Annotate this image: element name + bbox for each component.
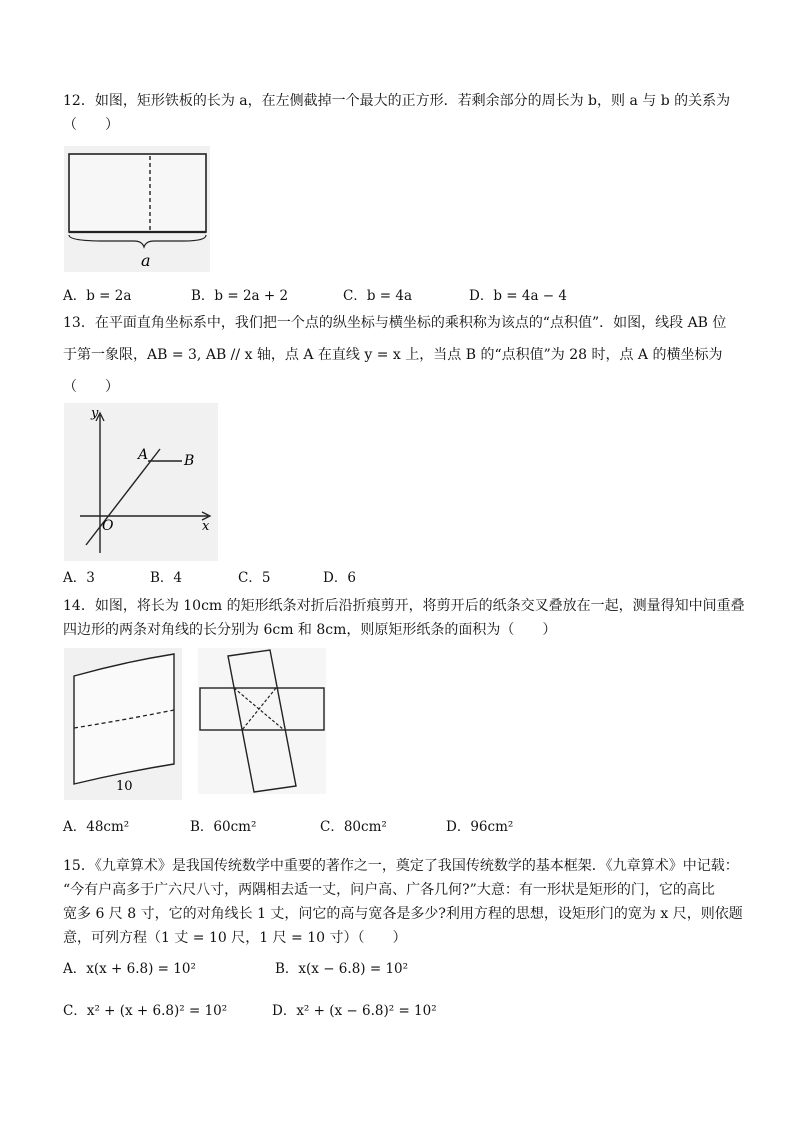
q14-option-d[interactable]: D．96cm² — [446, 819, 514, 835]
q13-label-b: B — [184, 453, 195, 469]
q15-option-d[interactable]: D．x² + (x − 6.8)² = 10² — [272, 1003, 437, 1019]
q15-stem-line3: 宽多 6 尺 8 寸，它的对角线长 1 丈，问它的高与宽各是多少?利用方程的思想，设矩形门的宽为 x 尺，则依题 — [63, 906, 743, 922]
q13-option-a[interactable]: A．3 — [63, 570, 95, 586]
q14-stem-line1: 14．如图，将长为 10cm 的矩形纸条对折后沿折痕剪开，将剪开后的纸条交叉叠放在一起，测量得知中间重叠 — [63, 598, 745, 614]
q15-option-a[interactable]: A．x(x + 6.8) = 10² — [63, 961, 196, 977]
q13-label-a: A — [138, 447, 149, 463]
q13-option-c[interactable]: C．5 — [238, 570, 271, 586]
q13-label-x: x — [202, 519, 210, 534]
q13-stem-line3: （ ） — [63, 379, 119, 395]
q12-rectangle-diagram — [64, 146, 210, 272]
q14-paper-strip-figure — [64, 648, 182, 800]
q13-stem-line2: 于第一象限，AB = 3, AB // x 轴，点 A 在直线 y = x 上，当点 B 的“点积值”为 28 时，点 A 的横坐标为 — [63, 347, 723, 363]
q12-label-a: a — [141, 251, 151, 270]
q14-option-b[interactable]: B．60cm² — [190, 819, 257, 835]
q15-option-b[interactable]: B．x(x − 6.8) = 10² — [275, 961, 409, 977]
q14-paper-strip-diagram — [64, 648, 182, 800]
q13-option-b[interactable]: B．4 — [150, 570, 183, 586]
q15-stem-line1: 15．《九章算术》是我国传统数学中重要的著作之一，奠定了我国传统数学的基本框架．《九章算术》中记载： — [63, 858, 739, 874]
q15-stem-line2: “今有户高多于广六尺八寸，两隅相去适一丈，问户高、广各几何?”大意：有一形状是矩形的门，它的高比 — [63, 882, 715, 898]
q13-coordinate-diagram — [64, 403, 218, 561]
q15-stem-line4: 意，可列方程（1 丈 = 10 尺，1 尺 = 10 寸）（ ） — [63, 930, 407, 946]
q14-crossed-strips-diagram — [198, 648, 326, 794]
q13-figure — [64, 403, 218, 561]
q13-label-y: y — [91, 406, 99, 421]
q12-option-a[interactable]: A．b = 2a — [63, 288, 132, 304]
q13-option-d[interactable]: D．6 — [323, 570, 356, 586]
q15-option-c[interactable]: C．x² + (x + 6.8)² = 10² — [63, 1003, 228, 1019]
q14-label-10: 10 — [116, 779, 133, 794]
q14-option-c[interactable]: C．80cm² — [320, 819, 387, 835]
q12-figure — [64, 146, 210, 272]
q12-option-c[interactable]: C．b = 4a — [343, 288, 413, 304]
q14-stem-line2: 四边形的两条对角线的长分别为 6cm 和 8cm，则原矩形纸条的面积为（ ） — [63, 622, 557, 638]
q13-stem-line1: 13．在平面直角坐标系中，我们把一个点的纵坐标与横坐标的乘积称为该点的“点积值”．如图，线段 AB 位 — [63, 315, 727, 331]
q13-line-y-eq-x — [86, 449, 160, 545]
q13-label-o: O — [102, 518, 114, 534]
q12-option-d[interactable]: D．b = 4a − 4 — [469, 288, 567, 304]
q14-crossed-strips-figure — [198, 648, 326, 794]
q12-stem-line1: 12．如图，矩形铁板的长为 a，在左侧截掉一个最大的正方形．若剩余部分的周长为 b，则 a 与 b 的关系为 — [63, 93, 731, 109]
q14-option-a[interactable]: A．48cm² — [63, 819, 130, 835]
q12-option-b[interactable]: B．b = 2a + 2 — [191, 288, 289, 304]
q12-stem-line2: （ ） — [63, 117, 119, 133]
